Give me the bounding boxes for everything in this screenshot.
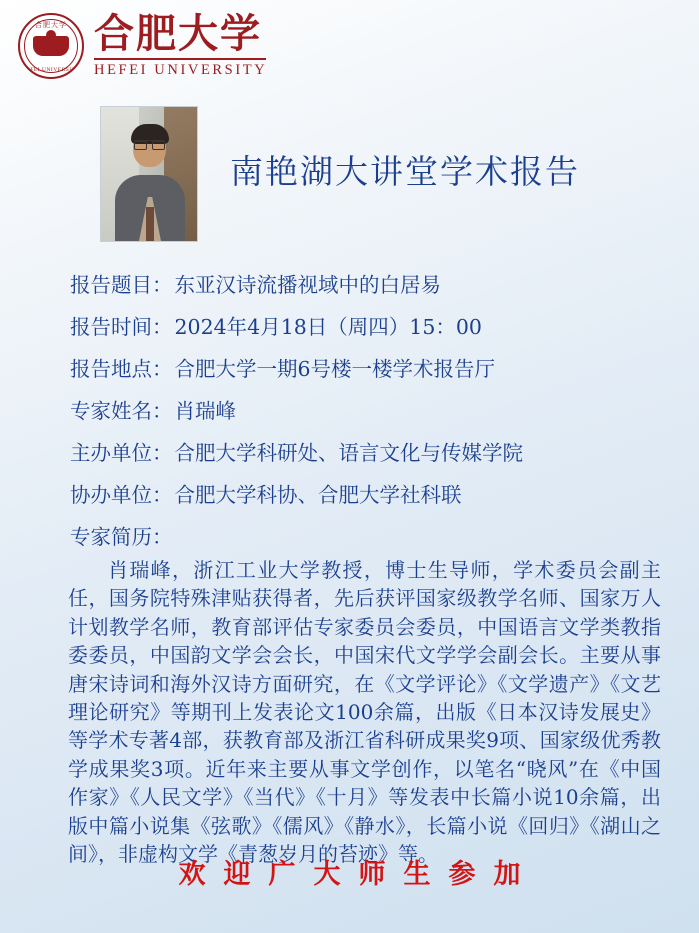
welcome-footer: 欢迎广大师生参加 [178,859,539,890]
info-label-time: 报告时间： [70,315,173,339]
bio-paragraph: 肖瑞峰，浙江工业大学教授，博士生导师，学术委员会副主任，国务院特殊津贴获得者，先后获评国家级教学名师、国家万人计划教学名师，教育部评估专家委员会委员，中国语言文学类教指委委员，中国韵文学会会长，中国宋代文学学会副会长。主要从事唐宋诗词和海外汉诗方面研究，在《文学评论》《文学遗产》《文艺理论研究》等期刊上发表论文100余篇，出版《日本汉诗发展史》等学术专著4部，获教育部及浙江省科研成果奖9项、国家级优秀教学成果奖3项。近年来主要从事文学创作，以笔名“晓风”在《中国作家》《人民文学》《当代》《十月》等发表中长篇小说10余篇，出版中篇小说集《弦歌》《儒风》《静水》，长篇小说《回归》《湖山之间》，非虚构文学《青葱岁月的苔迹》等。 [68,558,661,866]
info-row-coorganizer [70,478,699,508]
portrait-tie [146,207,154,241]
crest-emblem-shape [33,36,69,56]
speaker-portrait [100,106,198,242]
info-value-time: 2024年4月18日（周四）15：00 [174,315,482,339]
info-value-organizer: 合肥大学科研处、语言文化与传媒学院 [174,441,523,465]
university-wordmark [94,10,268,79]
university-name-cn: 合肥大学 [94,10,262,58]
info-row-speaker [70,394,699,424]
info-label-location: 报告地点： [70,357,173,381]
info-value-location: 合肥大学一期6号楼一楼学术报告厅 [174,357,496,381]
info-label-organizer: 主办单位： [70,441,173,465]
university-name-en: HEFEI UNIVERSITY [94,62,268,79]
info-row-location [70,352,699,382]
info-row-organizer [70,436,699,466]
university-crest-icon [18,13,84,79]
info-value-topic: 东亚汉诗流播视域中的白居易 [174,273,441,297]
portrait-glasses [134,140,165,149]
info-row-time [70,310,699,340]
university-logo-header [0,0,699,78]
crest-bottom-label: HEFEI UNIVERSITY [22,67,80,73]
info-label-coorganizer: 协办单位： [70,483,173,507]
info-label-topic: 报告题目： [70,273,173,297]
crest-top-label: 合肥大学 [35,21,67,29]
info-value-speaker: 肖瑞峰 [174,399,236,423]
hero-section [0,78,699,242]
bio-section-label: 专家简历： [70,525,173,549]
info-row-topic [70,268,699,298]
info-label-speaker: 专家姓名： [70,399,173,423]
info-value-coorganizer: 合肥大学科协、合肥大学社科联 [174,483,462,507]
page-title: 南艳湖大讲堂学术报告 [230,152,580,191]
wordmark-divider [94,58,266,60]
lecture-info-list [0,242,699,550]
